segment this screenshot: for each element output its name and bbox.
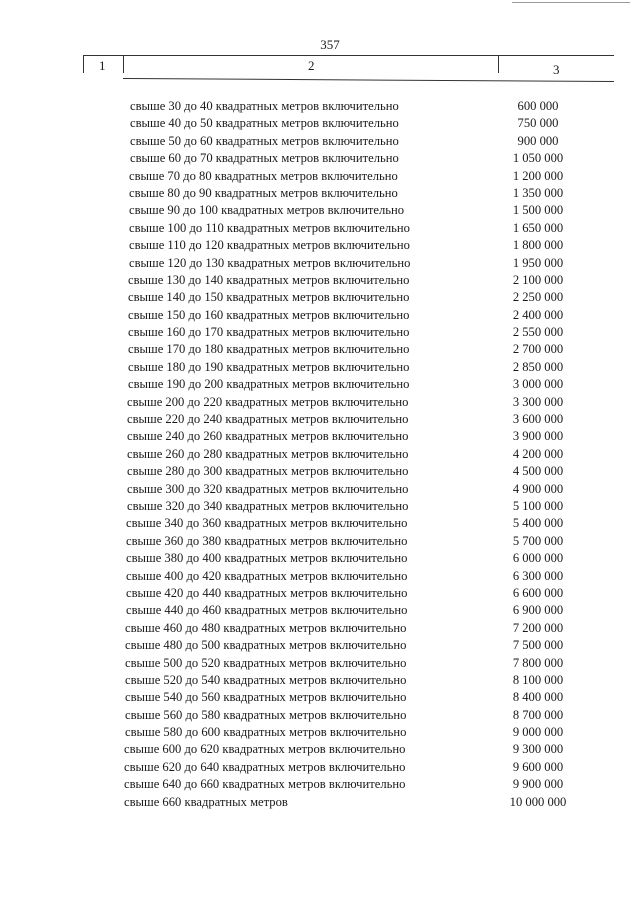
- table-row: [0, 759, 640, 776]
- row-value: 4 900 000: [512, 481, 564, 496]
- table-row: [0, 376, 640, 393]
- rate-table-body: [0, 98, 640, 811]
- row-description: свыше 500 до 520 квадратных метров включительно: [125, 655, 407, 670]
- table-row: [0, 481, 640, 498]
- row-value: 9 000 000: [512, 725, 564, 740]
- row-value: 1 350 000: [512, 185, 564, 200]
- header-left-border: [83, 55, 84, 73]
- row-value: 8 100 000: [512, 672, 564, 687]
- row-value: 6 300 000: [512, 568, 564, 583]
- row-value: 3 300 000: [512, 394, 564, 409]
- table-row: [0, 533, 640, 550]
- row-description: свыше 110 до 120 квадратных метров включительно: [129, 238, 410, 253]
- row-description: свыше 50 до 60 квадратных метров включительно: [130, 133, 399, 148]
- table-row: [0, 185, 640, 202]
- row-value: 8 700 000: [512, 707, 564, 722]
- table-row: [0, 341, 640, 358]
- table-row: [0, 411, 640, 428]
- row-description: свыше 360 до 380 квадратных метров включительно: [126, 533, 408, 548]
- row-description: свыше 100 до 110 квадратных метров включительно: [129, 220, 410, 235]
- row-value: 2 100 000: [512, 272, 564, 287]
- row-description: свыше 420 до 440 квадратных метров включительно: [126, 585, 408, 600]
- row-description: свыше 80 до 90 квадратных метров включительно: [129, 185, 398, 200]
- row-value: 8 400 000: [512, 690, 564, 705]
- row-value: 10 000 000: [509, 794, 567, 809]
- row-value: 4 500 000: [512, 464, 564, 479]
- row-description: свыше 220 до 240 квадратных метров включительно: [127, 412, 409, 427]
- table-row: [0, 463, 640, 480]
- row-value: 6 000 000: [512, 551, 564, 566]
- row-description: свыше 320 до 340 квадратных метров включительно: [127, 498, 409, 513]
- table-row: [0, 741, 640, 758]
- table-row: [0, 307, 640, 324]
- table-row: [0, 115, 640, 132]
- row-value: 7 500 000: [512, 638, 564, 653]
- header-col-2: 2: [308, 58, 315, 73]
- table-row: [0, 237, 640, 254]
- row-description: свыше 340 до 360 квадратных метров включительно: [126, 516, 408, 531]
- row-value: 2 400 000: [512, 307, 564, 322]
- row-value: 5 100 000: [512, 498, 564, 513]
- row-description: свыше 160 до 170 квадратных метров включительно: [128, 325, 410, 340]
- row-value: 2 700 000: [512, 342, 564, 357]
- table-row: [0, 324, 640, 341]
- row-value: 1 200 000: [512, 168, 564, 183]
- table-row: [0, 568, 640, 585]
- row-description: свыше 280 до 300 квадратных метров включительно: [127, 464, 409, 479]
- row-value: 7 800 000: [512, 655, 564, 670]
- table-header: [83, 55, 614, 81]
- row-description: свыше 260 до 280 квадратных метров включительно: [127, 446, 409, 461]
- row-description: свыше 30 до 40 квадратных метров включительно: [130, 99, 399, 113]
- row-description: свыше 130 до 140 квадратных метров включительно: [128, 272, 410, 287]
- scan-edge-line: [512, 2, 630, 3]
- row-description: свыше 460 до 480 квадратных метров включительно: [125, 620, 407, 635]
- row-value: 1 800 000: [512, 238, 564, 253]
- row-value: 1 500 000: [512, 203, 564, 218]
- row-value: 7 200 000: [512, 620, 564, 635]
- table-row: [0, 637, 640, 654]
- row-value: 900 000: [517, 133, 559, 148]
- table-row: [0, 98, 640, 115]
- row-value: 9 600 000: [512, 759, 564, 774]
- row-description: свыше 580 до 600 квадратных метров включительно: [125, 725, 407, 740]
- table-row: [0, 707, 640, 724]
- row-description: свыше 560 до 580 квадратных метров включительно: [125, 707, 407, 722]
- row-description: свыше 380 до 400 квадратных метров включительно: [126, 551, 408, 566]
- row-description: свыше 40 до 50 квадратных метров включительно: [130, 116, 399, 131]
- table-row: [0, 272, 640, 289]
- row-description: свыше 600 до 620 квадратных метров включительно: [124, 742, 406, 757]
- row-description: свыше 150 до 160 квадратных метров включительно: [128, 307, 410, 322]
- table-row: [0, 585, 640, 602]
- table-row: [0, 255, 640, 272]
- header-divider-2: [498, 55, 499, 73]
- row-description: свыше 200 до 220 квадратных метров включительно: [127, 394, 409, 409]
- table-row: [0, 394, 640, 411]
- table-row: [0, 794, 640, 811]
- row-description: свыше 480 до 500 квадратных метров включительно: [125, 638, 407, 653]
- row-description: свыше 120 до 130 квадратных метров включительно: [129, 255, 411, 270]
- row-description: свыше 170 до 180 квадратных метров включительно: [128, 342, 410, 357]
- row-description: свыше 400 до 420 квадратных метров включительно: [126, 568, 408, 583]
- table-row: [0, 168, 640, 185]
- row-description: свыше 90 до 100 квадратных метров включительно: [129, 203, 405, 218]
- row-description: свыше 440 до 460 квадратных метров включительно: [126, 603, 408, 618]
- row-value: 3 000 000: [512, 377, 564, 392]
- row-value: 2 250 000: [512, 290, 564, 305]
- row-value: 9 300 000: [512, 742, 564, 757]
- row-value: 2 850 000: [512, 359, 564, 374]
- row-value: 3 900 000: [512, 429, 564, 444]
- header-col-1: 1: [99, 58, 106, 73]
- row-description: свыше 240 до 260 квадратных метров включительно: [127, 429, 409, 444]
- row-description: свыше 70 до 80 квадратных метров включительно: [129, 168, 398, 183]
- row-description: свыше 140 до 150 квадратных метров включительно: [128, 290, 410, 305]
- row-value: 3 600 000: [512, 412, 564, 427]
- table-row: [0, 655, 640, 672]
- row-value: 6 900 000: [512, 603, 564, 618]
- header-bottom-rule: [123, 78, 614, 82]
- table-row: [0, 602, 640, 619]
- row-value: 5 400 000: [512, 516, 564, 531]
- table-row: [0, 150, 640, 167]
- row-value: 1 050 000: [512, 151, 564, 166]
- header-divider-1: [123, 55, 124, 73]
- table-row: [0, 446, 640, 463]
- table-row: [0, 289, 640, 306]
- table-row: [0, 428, 640, 445]
- header-col-3: 3: [553, 62, 560, 77]
- table-row: [0, 220, 640, 237]
- row-description: свыше 520 до 540 квадратных метров включительно: [125, 672, 407, 687]
- row-value: 750 000: [517, 116, 559, 131]
- table-row: [0, 515, 640, 532]
- table-row: [0, 724, 640, 741]
- table-row: [0, 672, 640, 689]
- row-value: 5 700 000: [512, 533, 564, 548]
- row-value: 4 200 000: [512, 446, 564, 461]
- table-row: [0, 550, 640, 567]
- row-description: свыше 660 квадратных метров: [124, 794, 288, 809]
- header-top-rule: [83, 55, 614, 56]
- row-value: 1 650 000: [512, 220, 564, 235]
- table-row: [0, 498, 640, 515]
- table-row: [0, 202, 640, 219]
- row-value: 1 950 000: [512, 255, 564, 270]
- row-value: 600 000: [517, 99, 559, 113]
- table-row: [0, 776, 640, 793]
- table-row: [0, 359, 640, 376]
- row-description: свыше 60 до 70 квадратных метров включительно: [130, 151, 399, 166]
- row-description: свыше 620 до 640 квадратных метров включительно: [124, 759, 406, 774]
- table-row: [0, 133, 640, 150]
- row-description: свыше 180 до 190 квадратных метров включительно: [128, 359, 410, 374]
- row-description: свыше 190 до 200 квадратных метров включительно: [128, 377, 410, 392]
- row-value: 6 600 000: [512, 585, 564, 600]
- row-description: свыше 540 до 560 квадратных метров включительно: [125, 690, 407, 705]
- row-description: свыше 300 до 320 квадратных метров включительно: [127, 481, 409, 496]
- table-row: [0, 689, 640, 706]
- row-value: 9 900 000: [512, 777, 564, 792]
- row-value: 2 550 000: [512, 325, 564, 340]
- page-number: 357: [320, 37, 340, 52]
- table-row: [0, 620, 640, 637]
- row-description: свыше 640 до 660 квадратных метров включительно: [124, 777, 406, 792]
